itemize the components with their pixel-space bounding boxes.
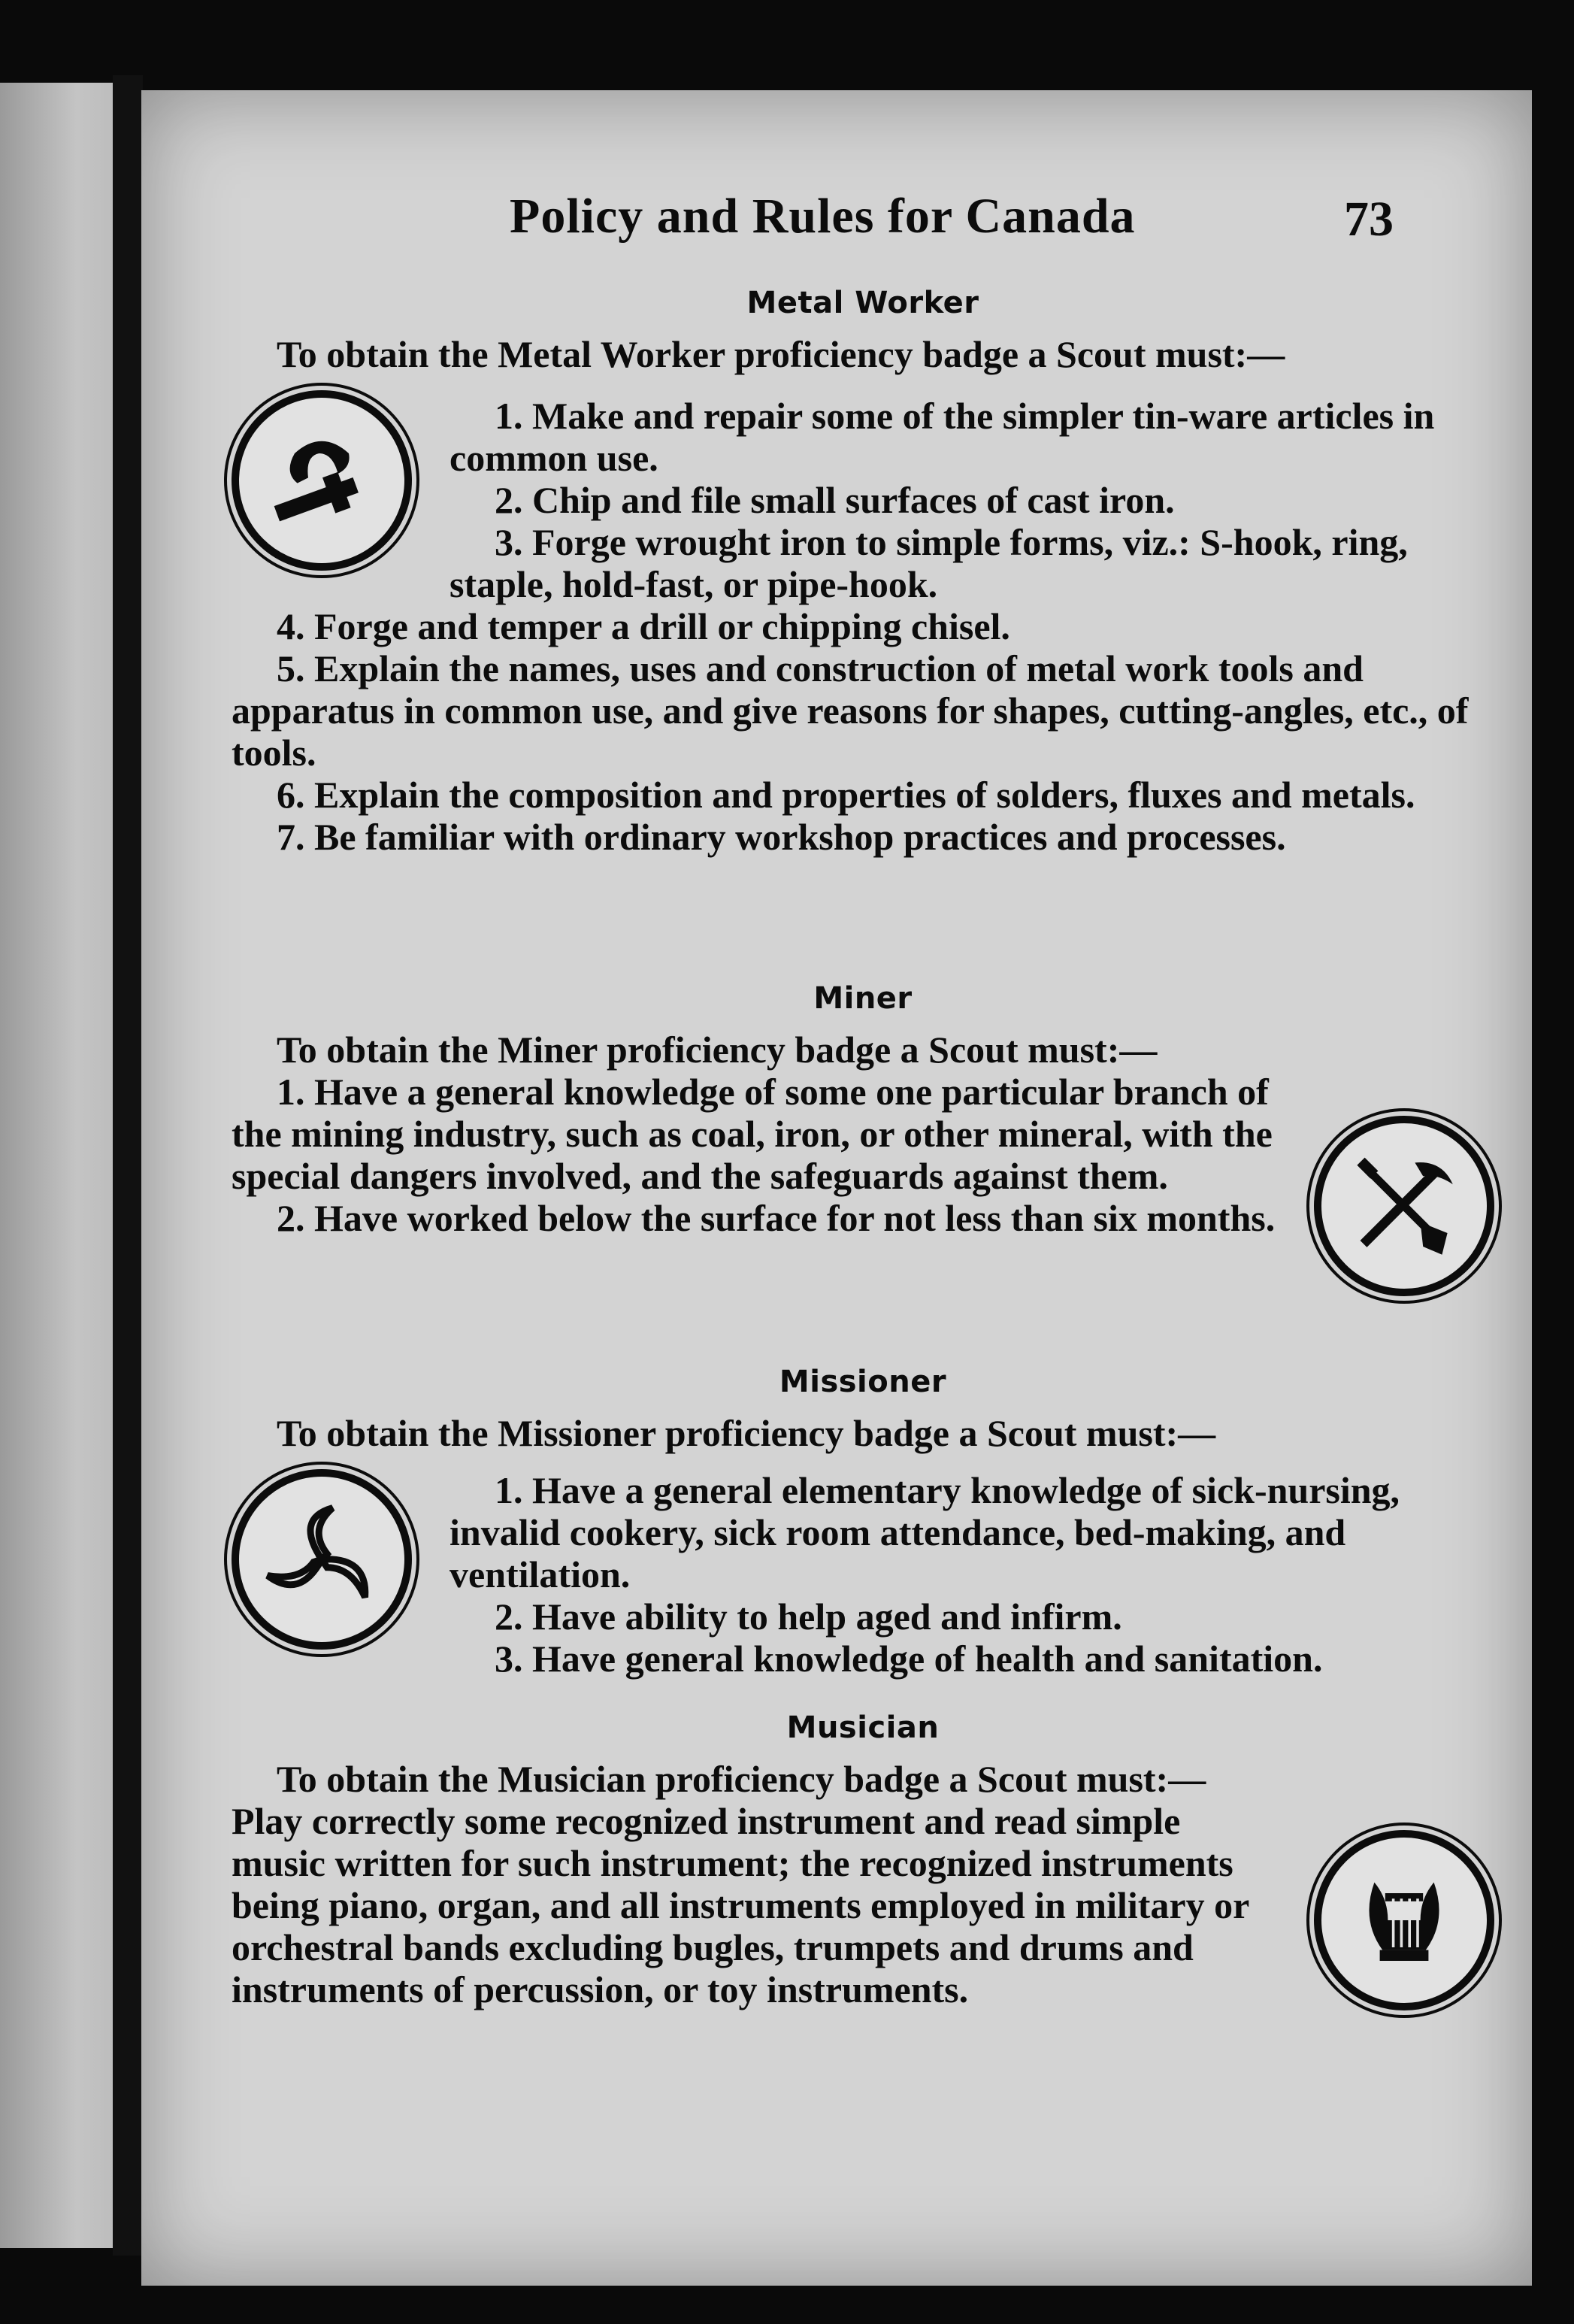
pick-and-shovel-badge-icon xyxy=(1336,1138,1472,1274)
list-item: 2. Have worked below the surface for not less than six months. xyxy=(277,1197,1276,1239)
triskelion-badge-icon xyxy=(254,1492,389,1627)
section-musician xyxy=(232,1707,1494,2018)
section-body: Play correctly some recognized instrument and read simple music written for such instrument; the recognized instruments being piano, organ, and all instruments employed in military or orchestral bands excluding bugles, trumpets and drums and instruments of percussion, or toy instruments. xyxy=(232,1800,1249,2010)
section-intro: To obtain the Metal Worker proficiency badge a Scout must:— xyxy=(277,333,1285,375)
list-item: 1. Have a general knowledge of some one particular branch of the mining industry, such as coal, iron, or other mineral, with the special dangers involved, and the safeguards against them. xyxy=(232,1071,1273,1197)
miner-badge xyxy=(1314,1116,1494,1296)
book-gutter xyxy=(113,75,143,2256)
list-item: 2. Have ability to help aged and infirm. xyxy=(495,1595,1122,1638)
section-missioner xyxy=(232,1361,1494,1680)
section-intro: To obtain the Miner proficiency badge a Scout must:— xyxy=(277,1029,1158,1071)
hammer-badge-icon xyxy=(254,413,389,548)
list-item: 2. Chip and file small surfaces of cast iron. xyxy=(495,479,1175,521)
section-metal-worker xyxy=(232,282,1494,858)
lyre-badge-icon xyxy=(1336,1853,1472,1988)
list-item: 7. Be familiar with ordinary workshop practices and processes. xyxy=(277,816,1286,858)
section-intro: To obtain the Musician proficiency badge a Scout must:— xyxy=(277,1758,1206,1800)
book-page xyxy=(141,90,1532,2286)
page-number: 73 xyxy=(1344,192,1394,247)
list-item: 4. Forge and temper a drill or chipping chisel. xyxy=(277,605,1010,647)
musician-badge xyxy=(1314,1830,1494,2010)
section-heading: Miner xyxy=(813,981,913,1016)
list-item: 1. Make and repair some of the simpler tin-ware articles in common use. xyxy=(449,395,1435,479)
section-heading: Metal Worker xyxy=(746,286,979,320)
section-heading: Missioner xyxy=(779,1365,947,1399)
list-item: 6. Explain the composition and properties of solders, fluxes and metals. xyxy=(277,774,1415,816)
running-head xyxy=(141,188,1532,256)
list-item: 5. Explain the names, uses and construction of metal work tools and apparatus in common use, and give reasons for shapes, cutting-angles, etc., of tools. xyxy=(232,647,1469,774)
metal-worker-badge xyxy=(232,390,412,571)
list-item: 3. Have general knowledge of health and sanitation. xyxy=(495,1638,1323,1680)
section-intro: To obtain the Missioner proficiency badge a Scout must:— xyxy=(277,1412,1216,1454)
list-item: 1. Have a general elementary knowledge of sick-nursing, invalid cookery, sick room attendance, bed-making, and ventilation. xyxy=(449,1469,1400,1595)
missioner-badge xyxy=(232,1469,412,1650)
section-heading: Musician xyxy=(786,1710,940,1745)
section-miner xyxy=(232,977,1494,1304)
list-item: 3. Forge wrought iron to simple forms, viz.: S-hook, ring, staple, hold-fast, or pipe-hook. xyxy=(449,521,1408,605)
running-title: Policy and Rules for Canada xyxy=(510,189,1136,244)
